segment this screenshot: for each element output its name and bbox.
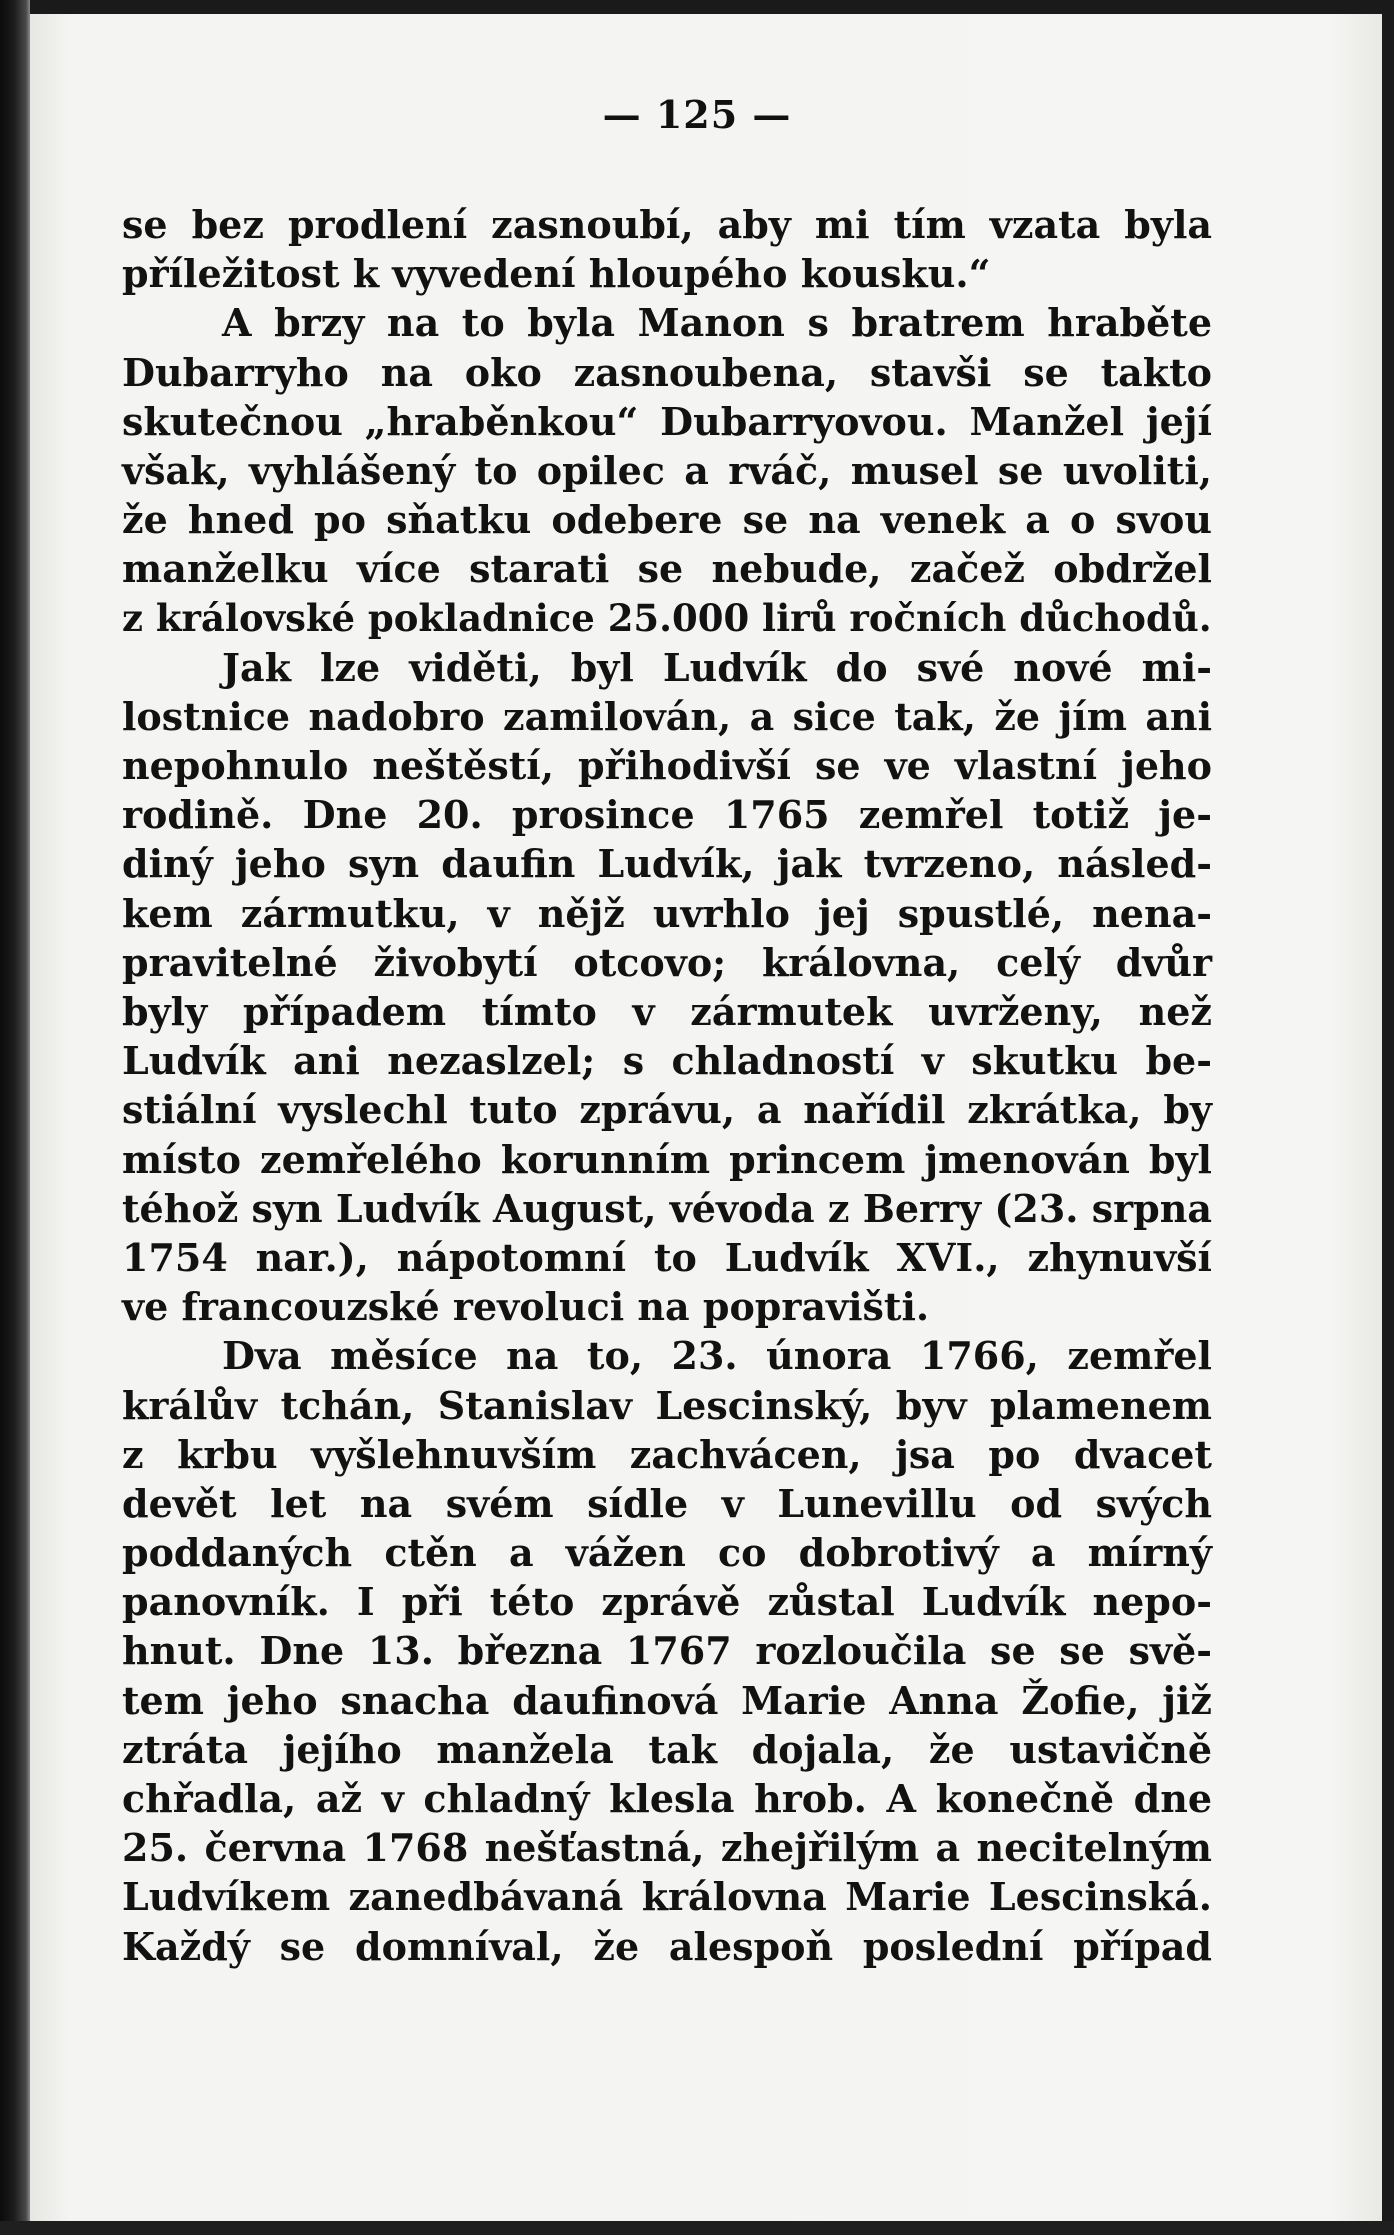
text-line: příležitost k vyvedení hloupého kousku.“ — [122, 251, 991, 297]
text-line: rodině. Dne 20. prosince 1765 zemřel totiž je- — [122, 792, 1212, 838]
text-line: 1754 nar.), nápotomní to Ludvík XVI., zhynuvší — [122, 1234, 1212, 1280]
text-line: z královské pokladnice 25.000 lirů ročních důchodů. — [122, 595, 1212, 640]
text-line: že hned po sňatku odebere se na venek a o svou — [122, 497, 1212, 543]
text-line: však, vyhlášený to opilec a rváč, musel se uvoliti, — [122, 447, 1212, 493]
text-line: manželku více starati se nebude, začež obdržel — [122, 546, 1212, 592]
text-line: skutečnou „hraběnkou“ Dubarryovou. Manžel její — [122, 398, 1212, 444]
text-line: diný jeho syn daufin Ludvík, jak tvrzeno, násled- — [122, 841, 1212, 887]
text-line: chřadla, až v chladný klesla hrob. A konečně dne — [122, 1776, 1212, 1821]
text-line: ve francouzské revoluci na popravišti. — [122, 1284, 930, 1330]
text-line: místo zemřelého korunním princem jmenován byl — [122, 1136, 1212, 1182]
text-line: poddaných ctěn a vážen co dobrotivý a mírný — [122, 1530, 1212, 1576]
page-body-text — [122, 200, 1212, 1971]
text-line: téhož syn Ludvík August, vévoda z Berry (23. srpna — [122, 1185, 1212, 1231]
text-line: tem jeho snacha daufinová Marie Anna Žofie, již — [122, 1677, 1212, 1723]
scan-bottom-edge — [0, 2221, 1394, 2235]
text-line: byly případem tímto v zármutek uvrženy, než — [122, 989, 1212, 1034]
text-line: kem zármutku, v nějž uvrhlo jej spustlé, nena- — [122, 890, 1212, 936]
text-line: Dva měsíce na to, 23. února 1766, zemřel — [222, 1333, 1212, 1379]
text-line: Jak lze viděti, byl Ludvík do své nové mi- — [222, 644, 1212, 690]
text-line: lostnice nadobro zamilován, a sice tak, že jím ani — [122, 693, 1212, 739]
page-number: — 125 — — [602, 92, 792, 137]
text-line: devět let na svém sídle v Lunevillu od svých — [122, 1480, 1212, 1526]
text-line: panovník. I při této zprávě zůstal Ludvík nepo- — [122, 1579, 1212, 1625]
text-line: 25. června 1768 nešťastná, zhejřilým a necitelným — [122, 1825, 1212, 1871]
text-line: Každý se domníval, že alespoň poslední případ — [122, 1923, 1212, 1969]
text-line: Ludvíkem zanedbávaná královna Marie Lescinská. — [122, 1874, 1212, 1920]
text-line: králův tchán, Stanislav Lescinský, byv plamenem — [122, 1382, 1212, 1428]
text-line: ztráta jejího manžela tak dojala, že ustavičně — [122, 1726, 1212, 1772]
text-line: z krbu vyšlehnuvším zachvácen, jsa po dvacet — [122, 1431, 1212, 1477]
book-gutter-shadow — [0, 0, 30, 2235]
text-line: stiální vyslechl tuto zprávu, a nařídil zkrátka, by — [122, 1087, 1212, 1133]
text-line: nepohnulo neštěstí, přihodivší se ve vlastní jeho — [122, 743, 1212, 789]
text-line: A brzy na to byla Manon s bratrem hraběte — [222, 300, 1212, 346]
text-line: pravitelné živobytí otcovo; královna, celý dvůr — [122, 939, 1212, 985]
text-line: Dubarryho na oko zasnoubena, stavši se takto — [122, 349, 1212, 395]
text-line: hnut. Dne 13. března 1767 rozloučila se se svě- — [122, 1628, 1212, 1674]
text-line: se bez prodlení zasnoubí, aby mi tím vzata byla — [122, 202, 1212, 247]
text-line: Ludvík ani nezaslzel; s chladností v skutku be- — [122, 1038, 1212, 1084]
